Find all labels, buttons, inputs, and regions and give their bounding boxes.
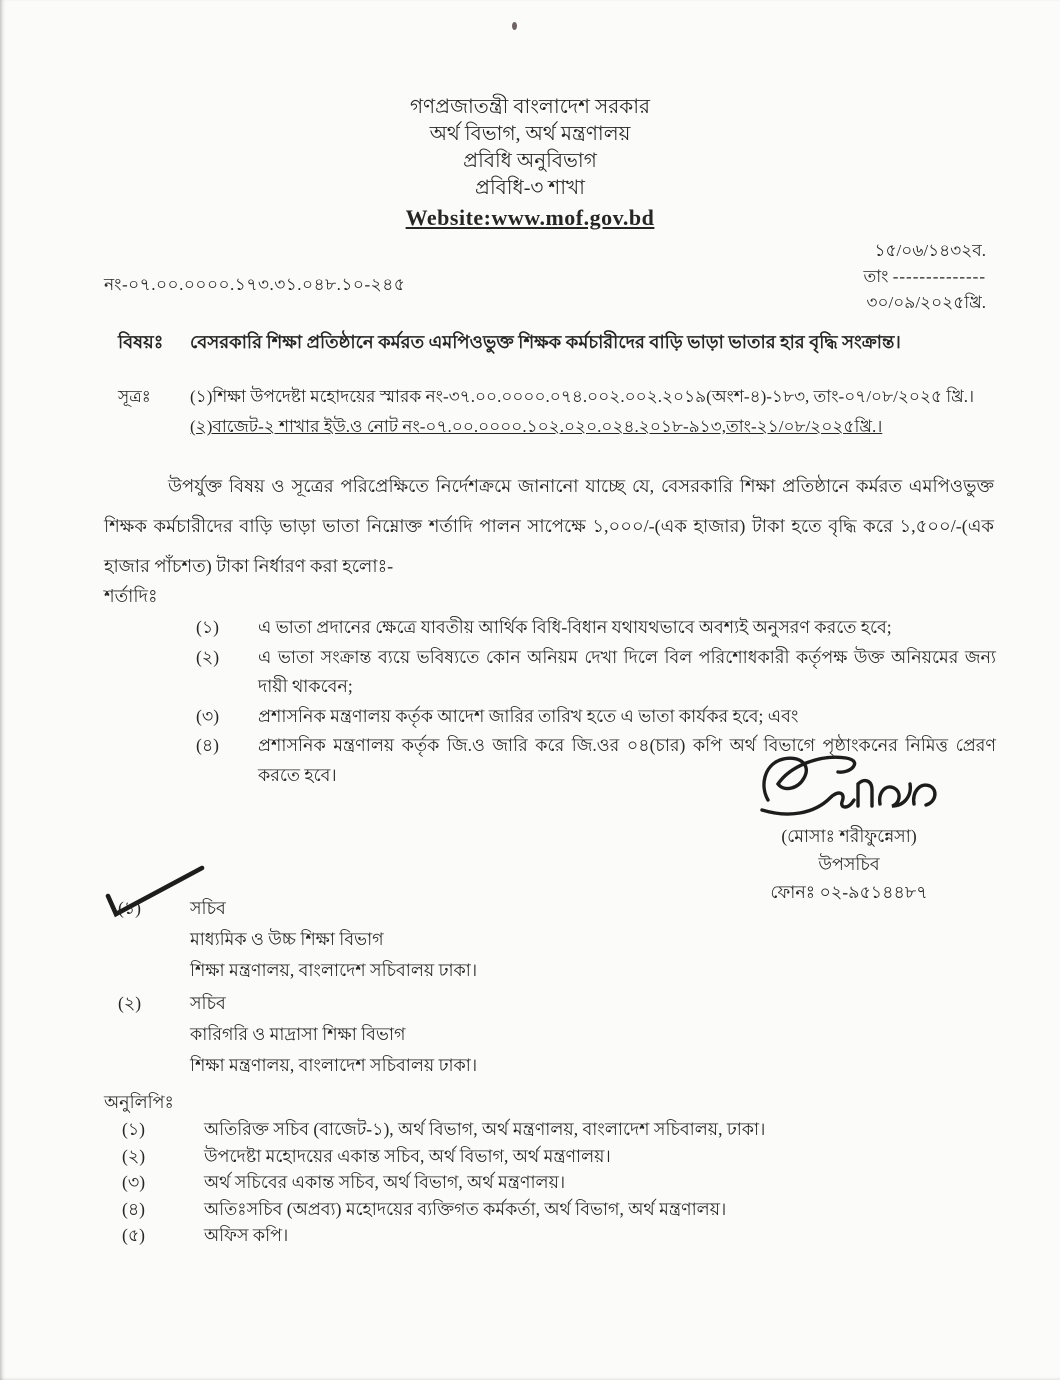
subject-label: বিষয়ঃ	[118, 332, 164, 352]
wing-line: প্রবিধি অনুবিভাগ	[463, 150, 597, 172]
copy-number: (৩)	[122, 1172, 146, 1192]
copy-item	[122, 1143, 962, 1170]
date-bangla: ১৫/০৬/১৪৩২ব.	[874, 241, 986, 260]
recipient-number: (২)	[118, 993, 142, 1013]
date-label-row	[863, 264, 986, 290]
condition-item	[196, 702, 996, 732]
copy-text: উপদেষ্টা মহোদয়ের একান্ত সচিব, অর্থ বিভাগ, অর্থ মন্ত্রণালয়।	[204, 1145, 611, 1166]
letterhead	[0, 94, 1060, 231]
condition-text: এ ভাতা সংক্রান্ত ব্যয়ে ভবিষ্যতে কোন অনিয়ম দেখা দিলে বিল পরিশোধকারী কর্তৃপক্ষ উক্ত অনিয়মের জন্য দায়ী থাকবেন;	[258, 646, 996, 696]
recipient-division: মাধ্যমিক ও উচ্চ শিক্ষা বিভাগ	[190, 929, 384, 949]
recipient-title: সচিব	[190, 898, 226, 918]
date-gregorian: ৩০/০৯/২০২৫খ্রি.	[866, 293, 986, 312]
condition-number: (১)	[196, 617, 220, 637]
condition-item	[196, 613, 996, 643]
conditions-heading: শর্তাদিঃ	[104, 586, 158, 606]
copy-text: অতিরিক্ত সচিব (বাজেট-১), অর্থ বিভাগ, অর্থ মন্ত্রণালয়, বাংলাদেশ সচিবালয়, ঢাকা।	[204, 1119, 766, 1139]
copies-heading: অনুলিপিঃ	[104, 1092, 174, 1112]
recipient-title: সচিব	[190, 993, 226, 1013]
condition-text: প্রশাসনিক মন্ত্রণালয় কর্তৃক আদেশ জারির তারিখ হতে এ ভাতা কার্যকর হবে; এবং	[258, 705, 799, 726]
subject-text: বেসরকারি শিক্ষা প্রতিষ্ঠানে কর্মরত এমপিওভুক্ত শিক্ষক কর্মচারীদের বাড়ি ভাড়া ভাতার হার বৃদ্ধি সংক্রান্ত।	[190, 332, 901, 352]
copy-number: (১)	[122, 1119, 146, 1139]
branch-line: প্রবিধি-৩ শাখা	[475, 177, 585, 199]
copy-item	[122, 1196, 962, 1223]
subject-row	[118, 330, 958, 355]
recipient-division: কারিগরি ও মাদ্রাসা শিক্ষা বিভাগ	[190, 1024, 406, 1044]
copy-item	[122, 1169, 962, 1196]
recipient-address: শিক্ষা মন্ত্রণালয়, বাংলাদেশ সচিবালয় ঢাকা।	[190, 960, 478, 980]
sources-list	[190, 382, 974, 442]
condition-number: (৩)	[196, 705, 220, 726]
recipient-lines	[190, 893, 477, 986]
handwritten-signature-icon	[754, 748, 944, 826]
condition-text: প্রশাসনিক মন্ত্রণালয় কর্তৃক জি.ও জারি করে জি.ওর ০৪(চার) কপি অর্থ বিভাগে পৃষ্ঠাংকনের নিমিত্ত প্রেরণ করতে হবে।	[258, 735, 996, 785]
copy-item	[122, 1222, 962, 1249]
copy-number: (৪)	[122, 1198, 146, 1219]
copy-number: (২)	[122, 1145, 146, 1166]
copy-text: অফিস কপি।	[204, 1225, 289, 1245]
recipient-block	[118, 893, 477, 986]
org-name-line: গণপ্রজাতন্ত্রী বাংলাদেশ সরকার	[409, 96, 651, 118]
copy-number: (৫)	[122, 1225, 146, 1245]
copy-item	[122, 1116, 962, 1143]
condition-number: (৪)	[196, 735, 220, 755]
condition-number: (২)	[196, 646, 220, 667]
scan-artifact-dot	[512, 22, 517, 30]
signature-block	[754, 748, 944, 906]
recipient-lines	[190, 988, 477, 1081]
date-label: তাং	[863, 267, 889, 286]
division-line: অর্থ বিভাগ, অর্থ মন্ত্রণালয়	[429, 123, 631, 145]
condition-text: এ ভাতা প্রদানের ক্ষেত্রে যাবতীয় আর্থিক বিধি-বিধান যথাযথভাবে অবশ্যই অনুসরণ করতে হবে;	[258, 617, 892, 637]
condition-item	[196, 643, 996, 702]
copy-text: অতিঃসচিব (অপ্রব্য) মহোদয়ের ব্যক্তিগত কর্মকর্তা, অর্থ বিভাগ, অর্থ মন্ত্রণালয়।	[204, 1198, 727, 1219]
copy-text: অর্থ সচিবের একান্ত সচিব, অর্থ বিভাগ, অর্থ মন্ত্রণালয়।	[204, 1172, 566, 1192]
body-paragraph: উপর্যুক্ত বিষয় ও সূত্রের পরিপ্রেক্ষিতে নির্দেশক্রমে জানানো যাচ্ছে যে, বেসরকারি শিক্ষা প্রতিষ্ঠানে কর্মরত এমপিওভুক্ত শিক্ষক কর্মচারীদের বাড়ি ভাড়া ভাতা নিম্নোক্ত শর্তাদি পালন সাপেক্ষে ১,০০০/-(এক হাজার) টাকা হতে বৃদ্ধি করে ১,৫০০/-(এক হাজার পাঁচশত) টাকা নির্ধারণ করা হলোঃ-	[104, 476, 994, 576]
date-block	[863, 238, 986, 316]
source-item: (১)শিক্ষা উপদেষ্টা মহোদয়ের স্মারক নং-৩৭.০০.০০০০.০৭৪.০০২.০০২.২০১৯(অংশ-৪)-১৮৩, তাং-০৭/০৮/২০২৫ খ্রি.।	[190, 387, 975, 406]
signatory-name: (মোসাঃ শরীফুন্নেসা)	[781, 826, 917, 846]
sources-label: সূত্রঃ	[118, 387, 151, 406]
copies-list	[122, 1116, 962, 1249]
recipient-address: শিক্ষা মন্ত্রণালয়, বাংলাদেশ সচিবালয় ঢাকা।	[190, 1055, 478, 1075]
signatory-designation: উপসচিব	[818, 854, 880, 874]
recipient-block	[118, 988, 477, 1081]
source-item: (২)বাজেট-২ শাখার ইউ.ও নোট নং-০৭.০০.০০০০.১০২.০২০.০২৪.২০১৮-৯১৩,তাং-২১/০৮/২০২৫খ্রি.।	[190, 417, 883, 436]
date-dashes: --------------	[892, 267, 986, 286]
recipient-number: (১)	[118, 898, 142, 918]
memo-number: নং-০৭.০০.০০০০.১৭৩.৩১.০৪৮.১০-২৪৫	[104, 275, 406, 294]
signatory-phone: ফোনঃ ০২-৯৫১৪৪৮৭	[770, 882, 928, 902]
website-text: Website:www.mof.gov.bd	[405, 205, 655, 230]
sources-row	[118, 382, 978, 442]
